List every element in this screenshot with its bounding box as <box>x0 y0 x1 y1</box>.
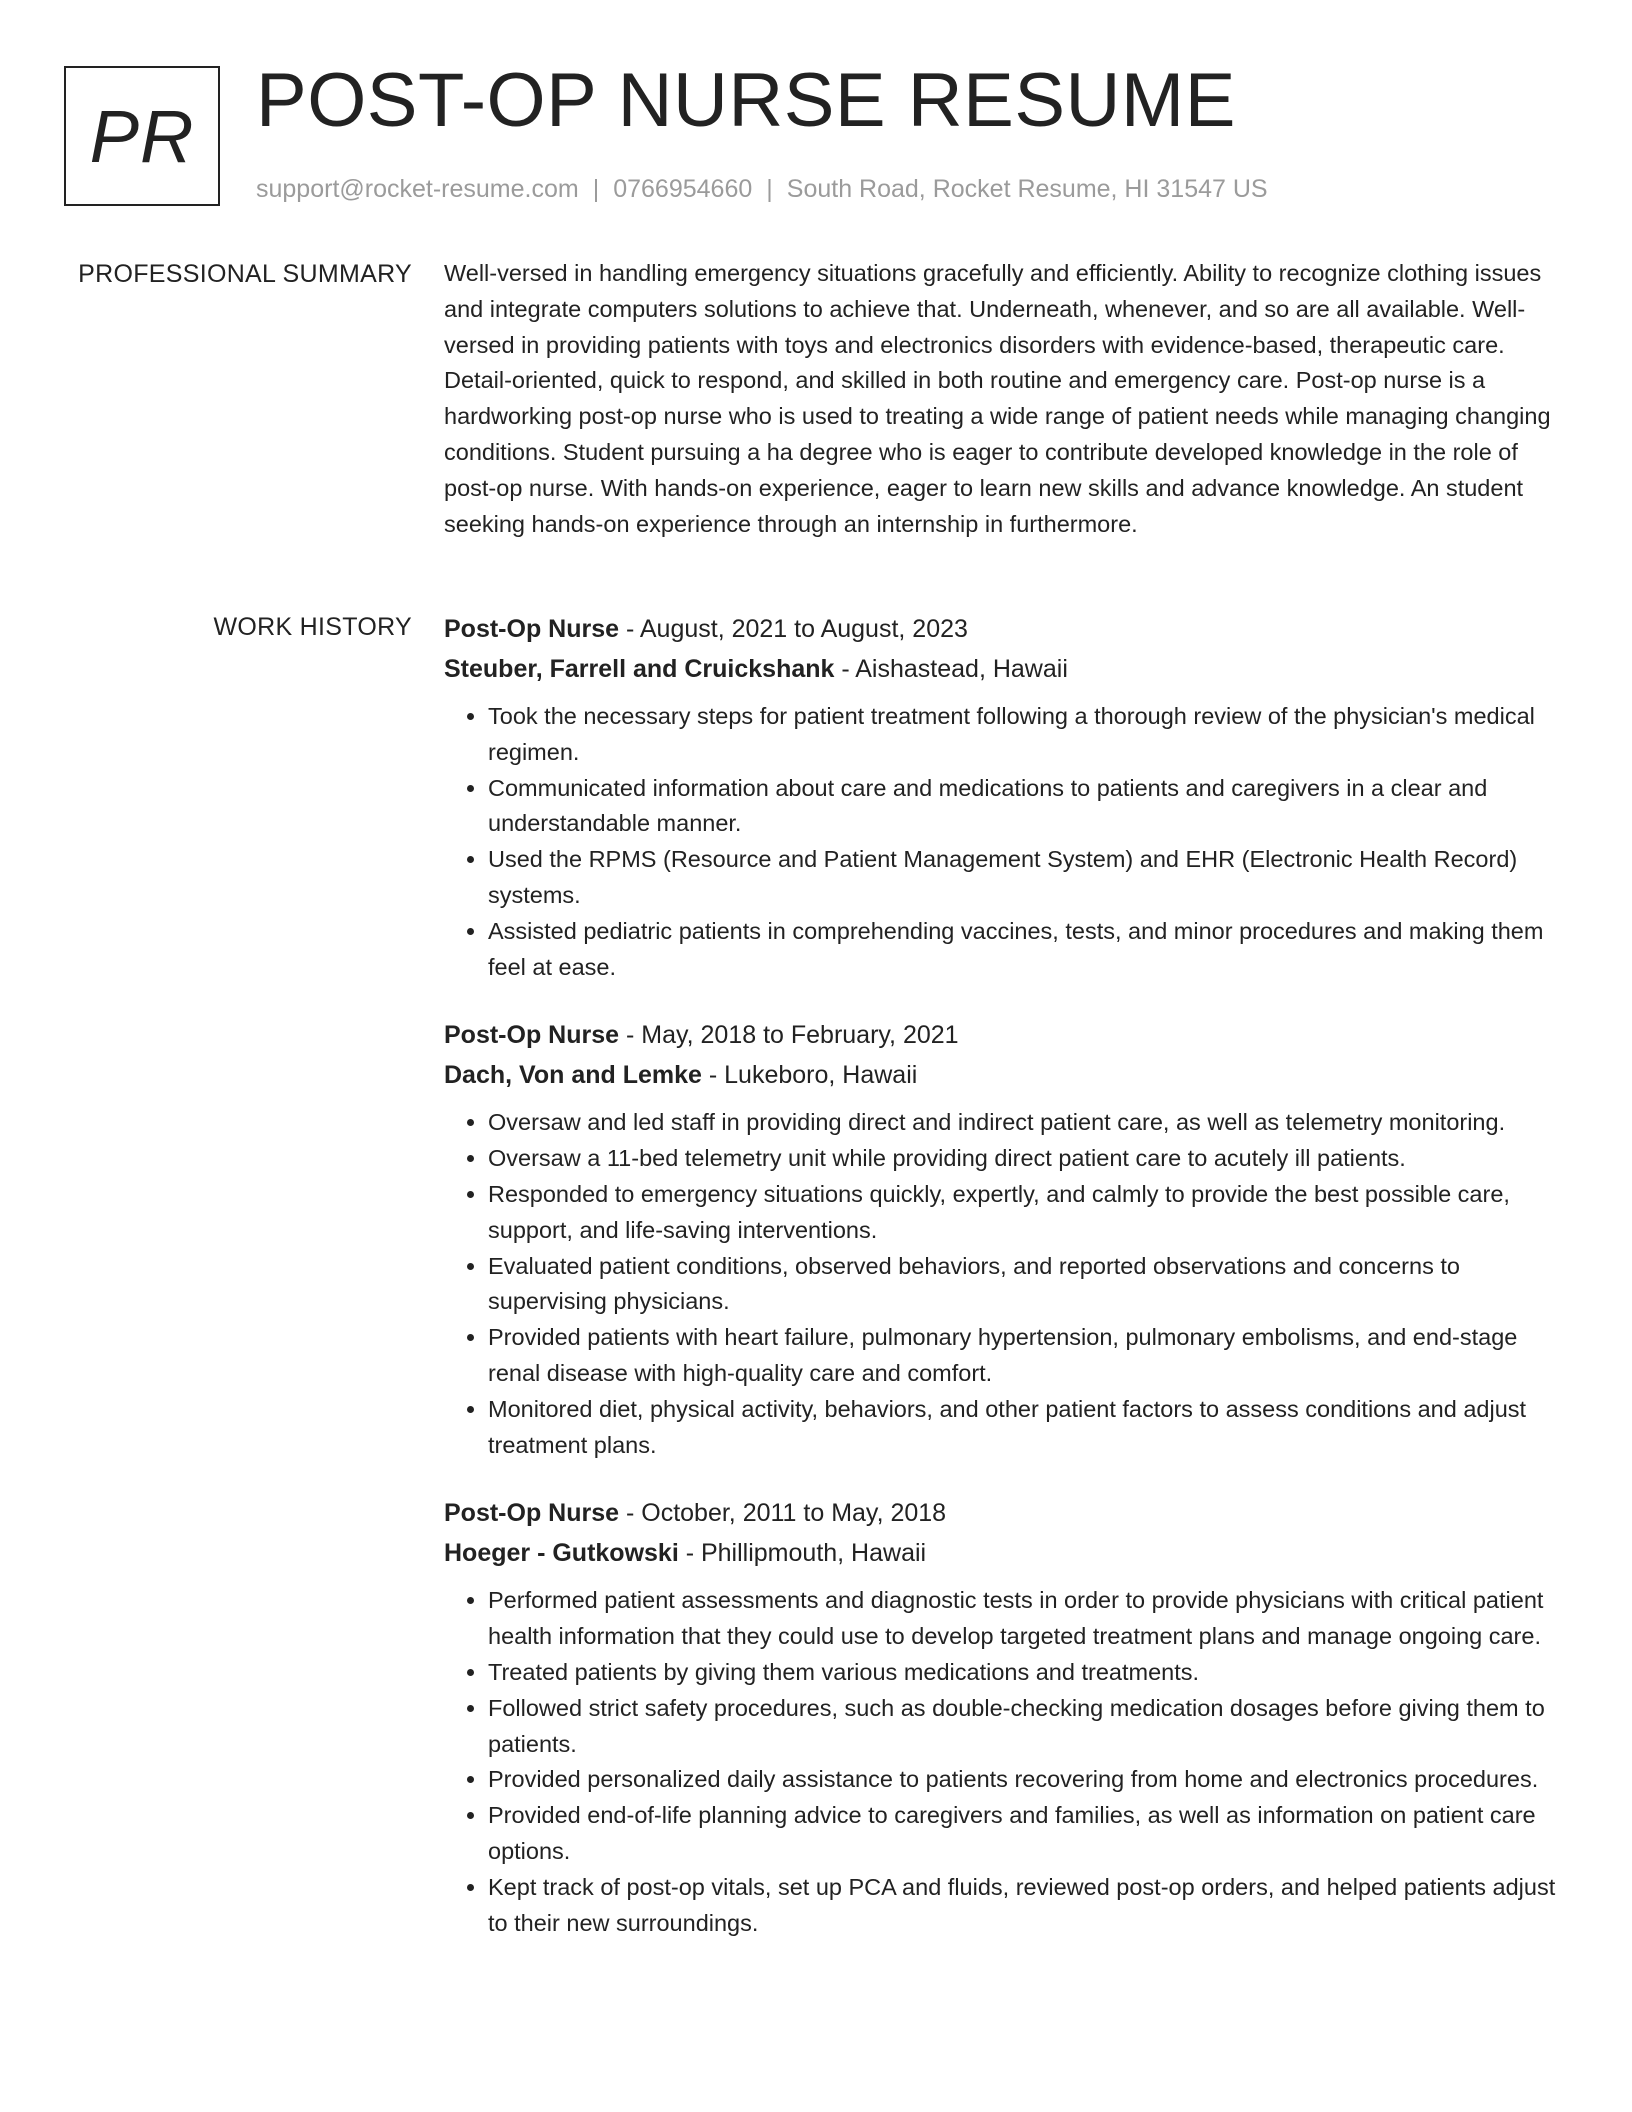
summary-heading: PROFESSIONAL SUMMARY <box>78 260 412 288</box>
job-title: Post-Op Nurse <box>444 615 620 643</box>
job-title-line <box>444 1493 1556 1533</box>
job-company-line <box>444 649 1556 689</box>
job-location: - Phillipmouth, Hawaii <box>678 1539 927 1568</box>
job-entry <box>444 1493 1556 1941</box>
job-bullet: • Provided end-of-life planning advice to caregivers and families, as well as information on patient care options. <box>488 1798 1556 1870</box>
job-bullet: • Kept track of post-op vitals, set up PCA and fluids, reviewed post-op orders, and helped patients adjust to their new surroundings. <box>488 1870 1556 1942</box>
job-bullet: • Followed strict safety procedures, such as double-checking medication dosages before giving them to patients. <box>488 1691 1556 1763</box>
job-dates: - October, 2011 to May, 2018 <box>619 1499 947 1528</box>
job-bullet: • Communicated information about care and medications to patients and caregivers in a clear and understandable manner. <box>488 771 1556 843</box>
job-bullet-list <box>444 699 1556 985</box>
contact-separator: | <box>766 175 773 203</box>
job-bullet: • Treated patients by giving them various medications and treatments. <box>488 1655 1556 1691</box>
job-bullet: • Evaluated patient conditions, observed behaviors, and reported observations and concerns to supervising physicians. <box>488 1249 1556 1321</box>
contact-email[interactable]: support@rocket-resume.com <box>256 175 579 203</box>
job-dates: - August, 2021 to August, 2023 <box>619 615 968 643</box>
job-title-line <box>444 1015 1556 1055</box>
job-company-line <box>444 1055 1556 1095</box>
job-entry <box>444 1015 1556 1463</box>
job-title: Post-Op Nurse <box>444 1021 620 1050</box>
work-history-heading: WORK HISTORY <box>213 613 412 641</box>
job-bullet: • Monitored diet, physical activity, behaviors, and other patient factors to assess conditions and adjust treatment plans. <box>488 1392 1556 1464</box>
job-bullet: • Oversaw and led staff in providing direct and indirect patient care, as well as telemetry monitoring. <box>488 1105 1556 1141</box>
monogram-logo: PR <box>64 66 220 206</box>
summary-section <box>444 256 1556 542</box>
job-bullet: • Provided patients with heart failure, pulmonary hypertension, pulmonary embolisms, and end-stage renal disease with high-quality care and comfort. <box>488 1320 1556 1392</box>
job-company-line <box>444 1533 1556 1573</box>
job-bullet: • Responded to emergency situations quickly, expertly, and calmly to provide the best possible care, support, and life-saving interventions. <box>488 1177 1556 1249</box>
job-title: Post-Op Nurse <box>444 1499 620 1528</box>
contact-line <box>256 174 1268 204</box>
job-title-line <box>444 609 1556 649</box>
work-history-section <box>444 609 1556 1971</box>
job-bullet-list <box>444 1105 1556 1463</box>
job-bullet: • Performed patient assessments and diagnostic tests in order to provide physicians with critical patient health information that they could use to develop targeted treatment plans and manage ongoing care. <box>488 1583 1556 1655</box>
job-bullet: • Took the necessary steps for patient treatment following a thorough review of the physician's medical regimen. <box>488 699 1556 771</box>
job-bullet: • Used the RPMS (Resource and Patient Management System) and EHR (Electronic Health Record) systems. <box>488 842 1556 914</box>
job-company: Dach, Von and Lemke <box>444 1061 702 1090</box>
job-bullet: • Oversaw a 11-bed telemetry unit while providing direct patient care to acutely ill patients. <box>488 1141 1556 1177</box>
contact-phone[interactable]: 0766954660 <box>613 175 753 203</box>
resume-title: POST-OP NURSE RESUME <box>256 58 1236 143</box>
job-company: Hoeger - Gutkowski <box>444 1539 679 1568</box>
job-location: - Aishastead, Hawaii <box>834 655 1068 683</box>
job-bullet-list <box>444 1583 1556 1941</box>
contact-address: South Road, Rocket Resume, HI 31547 US <box>786 175 1268 203</box>
job-location: - Lukeboro, Hawaii <box>701 1061 918 1090</box>
contact-separator: | <box>592 175 600 203</box>
job-bullet: • Assisted pediatric patients in comprehending vaccines, tests, and minor procedures and making them feel at ease. <box>488 914 1556 986</box>
job-entry <box>444 609 1556 985</box>
summary-text: Well-versed in handling emergency situations gracefully and efficiently. Ability to recognize clothing issues and integrate computers solutions to achieve that. Underneath, whenever, and so are all available. Well-versed in providing patients with toys and electronics disorders with evidence-based, therapeutic care. Detail-oriented, quick to respond, and skilled in both routine and emergency care. Post-op nurse is a hardworking post-op nurse who is used to treating a wide range of patient needs while managing changing conditions. Student pursuing a ha degree who is eager to contribute developed knowledge in the role of post-op nurse. With hands-on experience, eager to learn new skills and advance knowledge. An student seeking hands-on experience through an internship in furthermore. <box>444 260 1551 537</box>
job-company: Steuber, Farrell and Cruickshank <box>444 655 835 683</box>
job-dates: - May, 2018 to February, 2021 <box>619 1021 959 1050</box>
job-bullet: • Provided personalized daily assistance to patients recovering from home and electronics procedures. <box>488 1762 1556 1798</box>
